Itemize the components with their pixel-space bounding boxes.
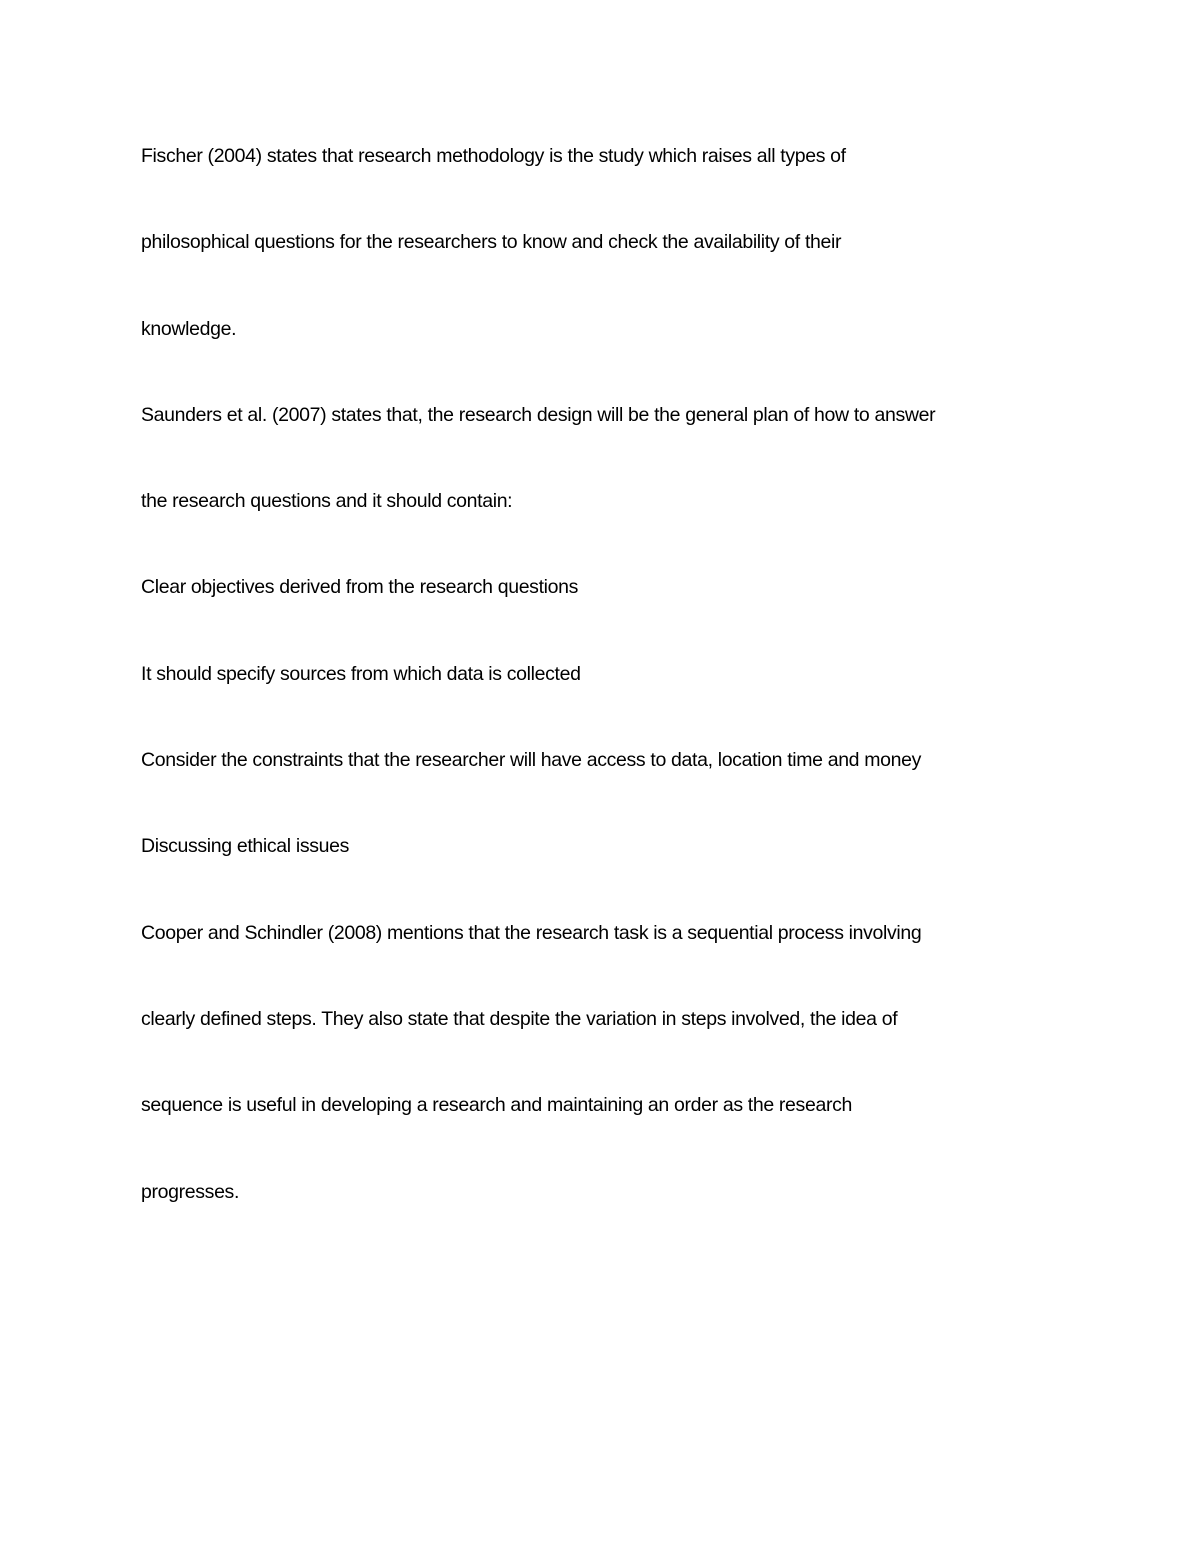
text-line: Saunders et al. (2007) states that, the research design will be the general plan of how to answer [141,403,936,426]
text-line: sequence is useful in developing a research and maintaining an order as the research [141,1094,852,1117]
text-line: philosophical questions for the researchers to know and check the availability of their [141,231,842,254]
text-line: knowledge. [141,317,237,340]
text-line: progresses. [141,1180,240,1203]
list-item: Clear objectives derived from the research questions [141,576,579,599]
text-line: Cooper and Schindler (2008) mentions that the research task is a sequential process involving [141,921,922,944]
text-line: Fischer (2004) states that research methodology is the study which raises all types of [141,145,846,167]
text-line: clearly defined steps. They also state that despite the variation in steps involved, the idea of [141,1007,898,1030]
list-item: It should specify sources from which data is collected [141,662,581,685]
list-item: Consider the constraints that the researcher will have access to data, location time and money [141,749,922,772]
text-line: the research questions and it should contain: [141,490,513,513]
list-item: Discussing ethical issues [141,835,350,858]
document-body [141,138,1081,1260]
